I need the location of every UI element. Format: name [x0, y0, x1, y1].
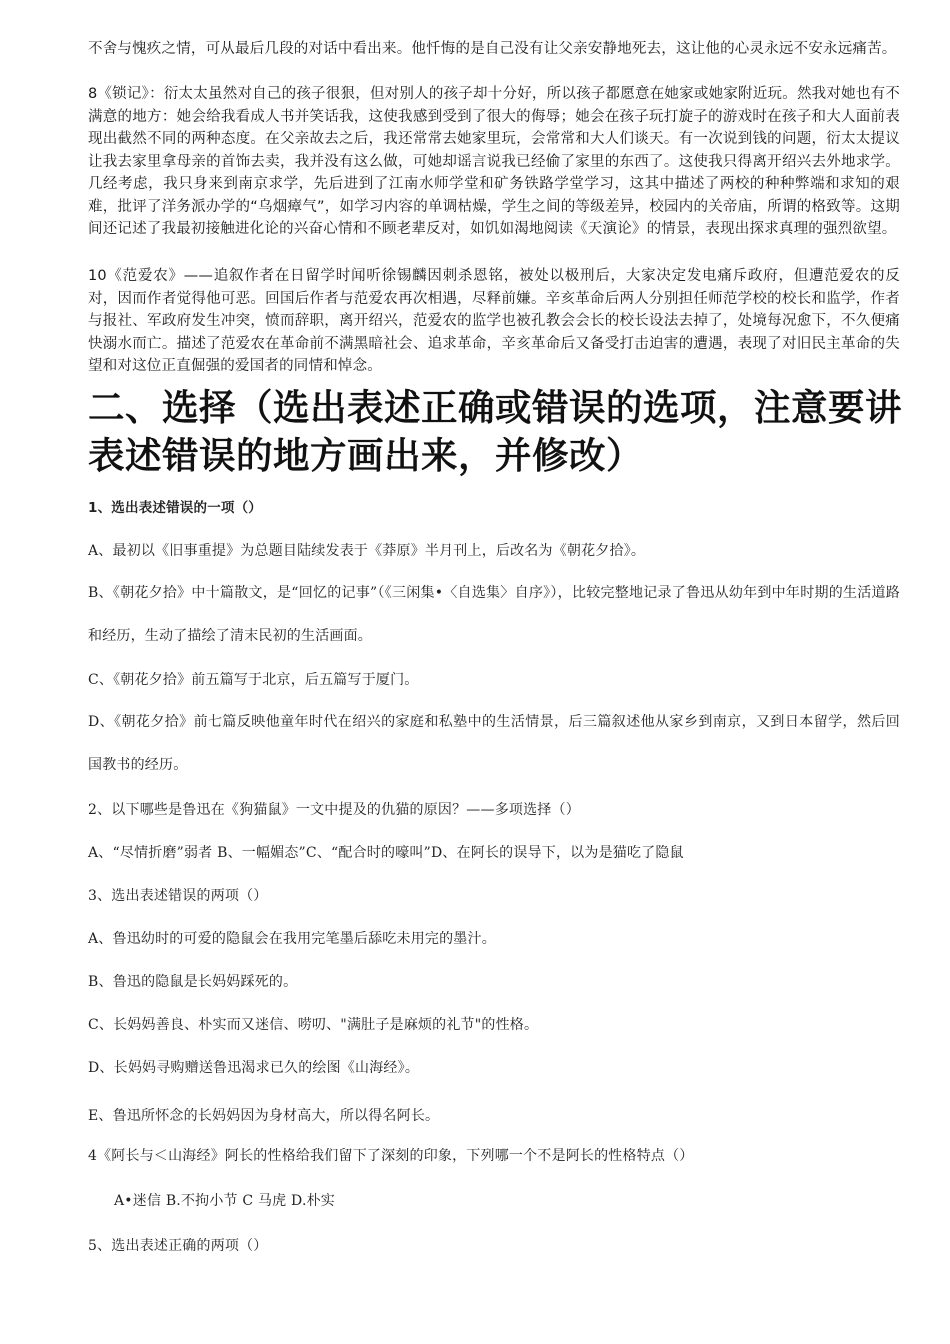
question-1-option-a: A、最初以《旧事重提》为总题目陆续发表于《莽原》半月刊上，后改名为《朝花夕拾》。 [88, 543, 646, 559]
question-3-option-a: A、鲁迅幼时的可爱的隐鼠会在我用完笔墨后舔吃未用完的墨汁。 [88, 931, 496, 947]
section-heading: 二、选择（选出表述正确或错误的选项，注意要讲表述错误的地方画出来，并修改） [88, 386, 902, 477]
question-4: 4《阿长与＜山海经》阿长的性格给我们留下了深刻的印象，下列哪一个不是阿长的性格特点（） [88, 1148, 694, 1164]
question-3: 3、选出表述错误的两项（） [88, 888, 268, 904]
question-1-option-b: B、《朝花夕拾》中十篇散文，是“回忆的记事”（《三闲集•〈自选集〉自序》），比较完整地记录了鲁迅从幼年到中年时期的生活道路和经历，生动了描绘了清末民初的生活画面。 [88, 585, 900, 644]
paragraph-item-8: 8《锁记》：衍太太虽然对自己的孩子很狠，但对别人的孩子却十分好，所以孩子都愿意在她家或她家附近玩。然我对她也有不满意的地方：她会给我看成人书并笑话我，这使我感到受到了很大的侮辱；她会在孩子玩打旋子的游戏时在孩子和大人面前表现出截然不同的两种态度。在父亲故去之后，我还常常去她家里玩，会常常和大人们谈天。有一次说到钱的问题，衍太太提议让我去家里拿母亲的首饰去卖，我并没有这么做，可她却谣言说我已经偷了家里的东西了。这使我只得离开绍兴去外地求学。几经考虑，我只身来到南京求学，先后进到了江南水师学堂和矿务铁路学堂学习，这其中描述了两校的种种弊端和求知的艰难，批评了洋务派办学的“乌烟瘴气”，如学习内容的单调枯燥，学生之间的等级差异，校园内的关帝庙，所谓的格致等。这期间还记述了我最初接触进化论的兴奋心情和不顾老辈反对，如饥如渴地阅读《天演论》的情景，表现出探求真理的强烈欲望。 [88, 86, 900, 237]
question-1-option-d: D、《朝花夕拾》前七篇反映他童年时代在绍兴的家庭和私塾中的生活情景，后三篇叙述他从家乡到南京，又到日本留学，然后回国教书的经历。 [88, 714, 900, 773]
question-5: 5、选出表述正确的两项（） [88, 1238, 268, 1254]
question-3-option-c: C、长妈妈善良、朴实而又迷信、唠叨、"满肚子是麻烦的礼节"的性格。 [88, 1017, 539, 1033]
question-2-options: A、“尽情折磨”弱者 B、一幅媚态”C、“配合时的嚎叫”D、在阿长的误导下，以为是猫吃了隐鼠 [88, 845, 684, 861]
question-3-option-b: B、鲁迅的隐鼠是长妈妈踩死的。 [88, 974, 298, 990]
question-1-option-c: C、《朝花夕拾》前五篇写于北京，后五篇写于厦门。 [88, 672, 419, 688]
question-3-option-d: D、长妈妈寻购赠送鲁迅渴求已久的绘图《山海经》。 [88, 1060, 420, 1076]
question-2: 2、以下哪些是鲁迅在《狗猫鼠》一文中提及的仇猫的原因？——多项选择（） [88, 802, 580, 818]
question-3-option-e: E、鲁迅所怀念的长妈妈因为身材高大，所以得名阿长。 [88, 1108, 440, 1124]
paragraph-item-10: 10《范爱农》——追叙作者在日留学时闻听徐锡麟因刺杀恩铭，被处以极刑后，大家决定发电痛斥政府，但遭范爱农的反对，因而作者觉得他可恶。回国后作者与范爱农再次相遇，尽释前嫌。辛亥革命后两人分别担任师范学校的校长和监学，作者与报社、军政府发生冲突，愤而辞职，离开绍兴，范爱农的监学也被孔教会会长的校长设法去掉了，处境每况愈下，不久便痛快溺水而亡。描述了范爱农在革命前不满黑暗社会、追求革命，辛亥革命后又备受打击迫害的遭遇，表现了对旧民主革命的失望和对这位正直倔强的爱国者的同情和悼念。 [88, 268, 900, 374]
paragraph-intro: 不舍与愧疚之情，可从最后几段的对话中看出来。他忏悔的是自己没有让父亲安静地死去，这让他的心灵永远不安永远痛苦。 [88, 41, 897, 57]
question-1: 1、选出表述错误的一项（） [88, 500, 262, 516]
question-4-options: A•迷信 B.不拘小节 C 马虎 D.朴实 [114, 1193, 335, 1209]
